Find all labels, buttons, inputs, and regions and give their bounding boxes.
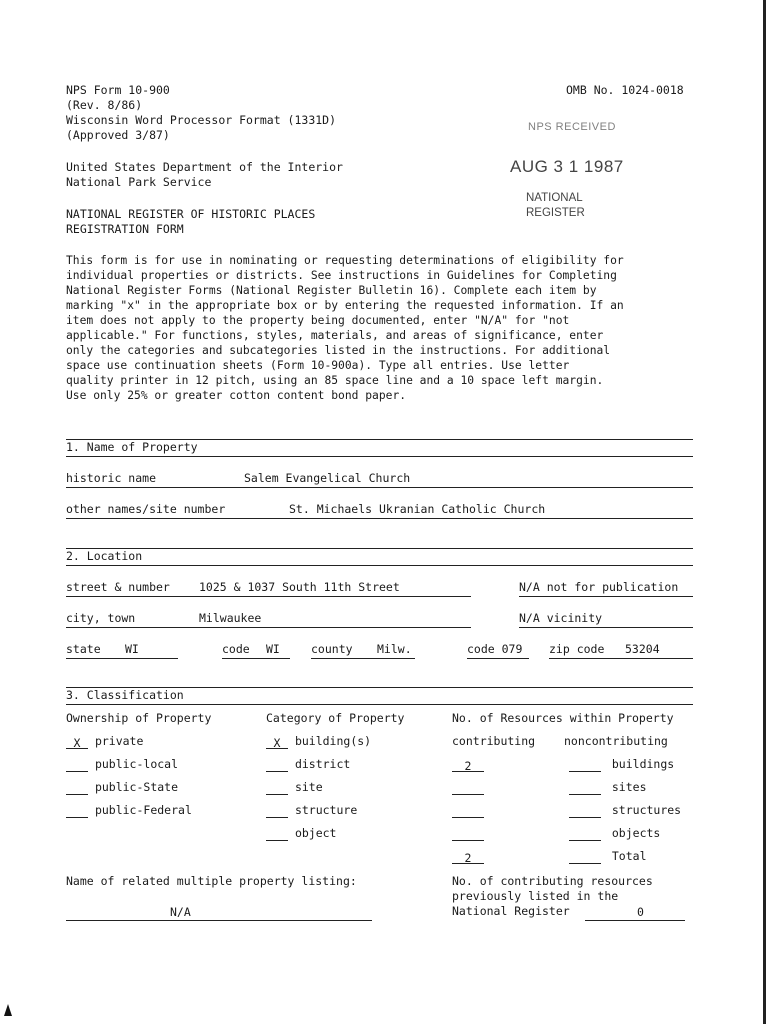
- historic-name-value[interactable]: Salem Evangelical Church: [244, 471, 411, 485]
- category-item[interactable]: [266, 734, 371, 749]
- noncontributing-header: noncontributing: [564, 734, 668, 748]
- field-rule: [467, 658, 529, 659]
- instructions-line: marking "x" in the appropriate box or by entering the requested information. If an: [66, 299, 624, 312]
- instructions-line: individual properties or districts. See instructions in Guidelines for Completing: [66, 269, 617, 282]
- category-header: Category of Property: [266, 711, 405, 725]
- category-checkbox[interactable]: [266, 759, 288, 772]
- register-title-block: [66, 207, 315, 237]
- field-rule: [519, 627, 693, 628]
- related-listing-value[interactable]: N/A: [170, 905, 191, 919]
- other-names-label: other names/site number: [66, 502, 226, 516]
- instructions-line: space use continuation sheets (Form 10-900a). Type all entries. Use letter: [66, 359, 570, 372]
- county-code[interactable]: code 079: [467, 642, 523, 656]
- omb-number: OMB No. 1024-0018: [566, 83, 684, 97]
- page-edge: [763, 0, 766, 1024]
- historic-name-label: historic name: [66, 471, 157, 485]
- resource-row: [452, 803, 681, 818]
- resource-type-label: buildings: [611, 757, 675, 771]
- ownership-label: public-local: [94, 757, 179, 771]
- ownership-checkbox[interactable]: [66, 805, 88, 818]
- ownership-header: Ownership of Property: [66, 711, 212, 725]
- category-label: object: [294, 826, 337, 840]
- category-checkbox[interactable]: [266, 828, 288, 841]
- form-approved: (Approved 3/87): [66, 128, 170, 142]
- field-rule: [66, 596, 471, 597]
- previously-listed-line: National Register: [452, 904, 570, 918]
- field-rule: [66, 658, 178, 659]
- zip-value[interactable]: 53204: [625, 642, 660, 656]
- noncontributing-count[interactable]: [569, 828, 601, 841]
- instructions-line: National Register Forms (National Register Bulletin 16). Complete each item by: [66, 284, 597, 297]
- resource-row-total: [452, 849, 647, 864]
- code-label: code: [222, 642, 250, 656]
- category-item[interactable]: [266, 826, 336, 841]
- ownership-checkbox[interactable]: [66, 759, 88, 772]
- register-title: NATIONAL REGISTER OF HISTORIC PLACES: [66, 207, 316, 221]
- section2-title: 2. Location: [66, 549, 143, 563]
- noncontributing-count[interactable]: [569, 782, 601, 795]
- ownership-item[interactable]: [66, 780, 178, 795]
- county-value[interactable]: Milw.: [377, 642, 412, 656]
- form-title: REGISTRATION FORM: [66, 222, 184, 236]
- state-label: state: [66, 642, 101, 656]
- contributing-count[interactable]: [452, 828, 484, 841]
- category-checkbox[interactable]: [266, 782, 288, 795]
- section3-title: 3. Classification: [66, 688, 184, 702]
- section-rule: [66, 565, 693, 566]
- contributing-count[interactable]: [452, 782, 484, 795]
- stamp-received: NPS RECEIVED: [528, 121, 616, 133]
- field-rule: [222, 658, 290, 659]
- form-format: Wisconsin Word Processor Format (1331D): [66, 113, 337, 127]
- contributing-count[interactable]: [452, 805, 484, 818]
- field-rule: [585, 920, 685, 921]
- instructions-paragraph: [66, 253, 624, 403]
- previously-listed-line: previously listed in the: [452, 889, 619, 903]
- stamp-register: [526, 191, 585, 221]
- resource-type-label: Total: [611, 849, 647, 863]
- previously-listed-count[interactable]: 0: [637, 905, 644, 919]
- previously-listed-block: [452, 874, 653, 919]
- corner-mark: [4, 1004, 12, 1016]
- service-name: National Park Service: [66, 175, 212, 189]
- zip-label: zip code: [549, 642, 605, 656]
- category-checkbox[interactable]: X: [266, 736, 288, 749]
- ownership-item[interactable]: [66, 734, 143, 749]
- instructions-line: only the categories and subcategories listed in the instructions. For additional: [66, 344, 611, 357]
- state-value[interactable]: WI: [125, 642, 139, 656]
- section-rule: [66, 456, 693, 457]
- field-rule: [66, 920, 372, 921]
- form-id-block: [66, 83, 336, 143]
- category-checkbox[interactable]: [266, 805, 288, 818]
- noncontributing-total[interactable]: [569, 851, 601, 864]
- ownership-label: private: [94, 734, 144, 748]
- section1-title: 1. Name of Property: [66, 440, 198, 454]
- category-item[interactable]: [266, 803, 357, 818]
- resources-header: No. of Resources within Property: [452, 711, 674, 725]
- department-name: United States Department of the Interior: [66, 160, 343, 174]
- instructions-line: Use only 25% or greater cotton content bond paper.: [66, 389, 407, 402]
- resource-type-label: sites: [611, 780, 647, 794]
- contributing-count[interactable]: 2: [452, 759, 484, 772]
- stamp-national: NATIONAL: [526, 192, 583, 204]
- city-value[interactable]: Milwaukee: [199, 611, 262, 625]
- ownership-label: public-State: [94, 780, 179, 794]
- section-rule: [66, 704, 693, 705]
- section-divider: [66, 548, 693, 549]
- ownership-checkbox[interactable]: X: [66, 736, 88, 749]
- field-rule: [519, 596, 693, 597]
- ownership-checkbox[interactable]: [66, 782, 88, 795]
- category-item[interactable]: [266, 757, 350, 772]
- field-rule: [66, 627, 471, 628]
- resource-type-label: objects: [611, 826, 661, 840]
- stamp-register-word: REGISTER: [526, 207, 585, 219]
- ownership-item[interactable]: [66, 757, 178, 772]
- instructions-line: item does not apply to the property being documented, enter "N/A" for "not: [66, 314, 570, 327]
- city-label: city, town: [66, 611, 136, 625]
- not-for-publication[interactable]: N/A not for publication: [519, 580, 679, 594]
- ownership-label: public-Federal: [94, 803, 192, 817]
- resource-row: [452, 780, 647, 795]
- resource-row: [452, 826, 660, 841]
- category-label: district: [294, 757, 351, 771]
- noncontributing-count[interactable]: [569, 759, 601, 772]
- category-label: building(s): [294, 734, 372, 748]
- stamp-date: AUG 3 1 1987: [510, 157, 624, 176]
- agency-block: [66, 160, 343, 190]
- instructions-line: This form is for use in nominating or requesting determinations of eligibility for: [66, 254, 624, 267]
- street-label: street & number: [66, 580, 170, 594]
- category-item[interactable]: [266, 780, 323, 795]
- form-number: NPS Form 10-900: [66, 83, 170, 97]
- instructions-line: quality printer in 12 pitch, using an 85 space line and a 10 space left margin.: [66, 374, 604, 387]
- street-value[interactable]: 1025 & 1037 South 11th Street: [199, 580, 400, 594]
- form-revision: (Rev. 8/86): [66, 98, 143, 112]
- ownership-item[interactable]: [66, 803, 192, 818]
- county-label: county: [311, 642, 353, 656]
- instructions-line: applicable." For functions, styles, materials, and areas of significance, enter: [66, 329, 604, 342]
- field-rule: [549, 658, 693, 659]
- other-names-value[interactable]: St. Michaels Ukranian Catholic Church: [289, 502, 546, 516]
- category-label: site: [294, 780, 323, 794]
- contributing-header: contributing: [452, 734, 536, 748]
- field-rule: [66, 518, 693, 519]
- contributing-total[interactable]: 2: [452, 851, 484, 864]
- code-value[interactable]: WI: [266, 642, 280, 656]
- noncontributing-count[interactable]: [569, 805, 601, 818]
- resource-row: [452, 757, 674, 772]
- vicinity[interactable]: N/A vicinity: [519, 611, 603, 625]
- field-rule: [311, 658, 415, 659]
- previously-listed-line: No. of contributing resources: [452, 874, 653, 888]
- resource-type-label: structures: [611, 803, 682, 817]
- field-rule: [66, 487, 693, 488]
- related-listing-label: Name of related multiple property listing:: [66, 874, 357, 888]
- category-label: structure: [294, 803, 358, 817]
